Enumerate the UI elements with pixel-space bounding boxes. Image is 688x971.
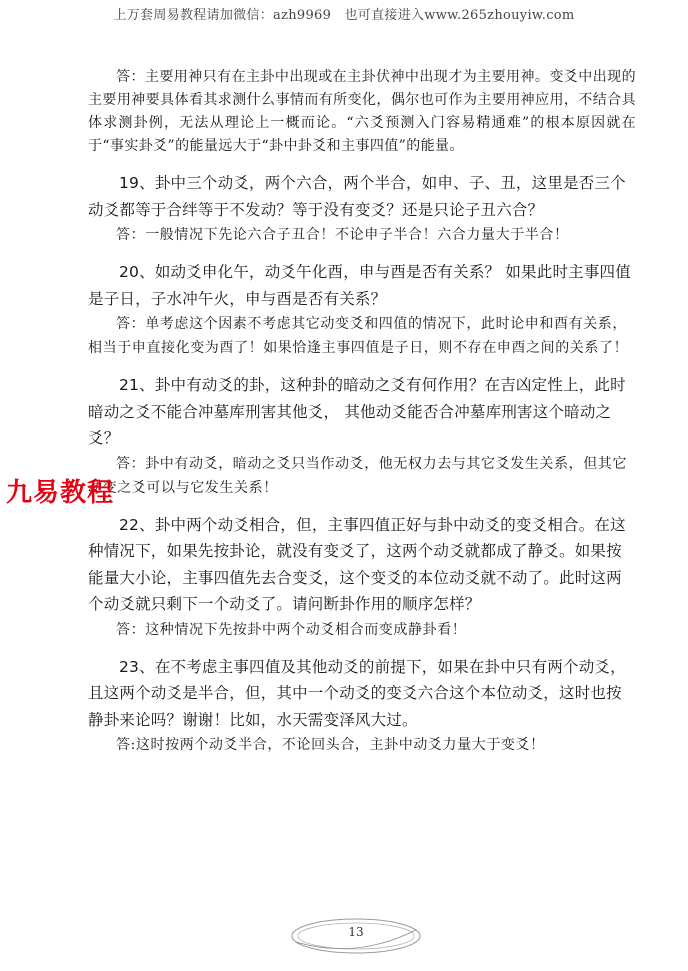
page-number: 13 xyxy=(348,925,364,939)
answer-21: 答：卦中有动爻，暗动之爻只当作动爻，他无权力去与其它爻发生关系，但其它动变之爻可以与它发生关系！ xyxy=(88,455,627,496)
document-body xyxy=(88,66,636,757)
answer-19: 答：一般情况下先论六合子丑合！不论申子半合！六合力量大于半合！ xyxy=(116,227,569,243)
question-21: 21、卦中有动爻的卦，这种卦的暗动之爻有何作用？在吉凶定性上，此时暗动之爻不能合冲墓库刑害其他爻， 其他动爻能否合冲墓库刑害这个暗动之爻？ xyxy=(88,376,626,447)
watermark-logo: 九易教程 xyxy=(6,478,115,508)
answer-22: 答：这种情况下先按卦中两个动爻相合而变成静卦看！ xyxy=(116,621,467,638)
question-19: 19、卦中三个动爻，两个六合，两个半合，如申、子、丑，这里是否三个动爻都等于合绊等于不发动？等于没有变爻？还是只论子丑六合？ xyxy=(88,174,626,219)
question-22: 22、卦中两个动爻相合，但，主事四值正好与卦中动爻的变爻相合。在这种情况下，如果先按卦论，就没有变爻了，这两个动爻就都成了静爻。如果按能量大小论，主事四值先去合变爻，这个变爻的本位动爻就不动了。此时这两个动爻就只剩下一个动爻了。请问断卦作用的顺序怎样？ xyxy=(88,515,626,613)
intro-answer: 答：主要用神只有在主卦中出现或在主卦伏神中出现才为主要用神。变爻中出现的主要用神要具体看其求测什么事情而有所变化，偶尔也可作为主要用神应用，不结合具体求测卦例，无法从理论上一概而论。“六爻预测入门容易精通难”的根本原因就在于“事实卦爻”的能量远大于“卦中卦爻和主事四值”的能量。 xyxy=(88,69,636,154)
question-20: 20、如动爻申化午，动爻午化酉，申与酉是否有关系？ 如果此时主事四值是子日，子水冲午火，申与酉是否有关系？ xyxy=(88,263,631,308)
answer-23: 答:这时按两个动爻半合，不论回头合，主卦中动爻力量大于变爻！ xyxy=(116,737,545,753)
page-header: 上万套周易教程请加微信：azh9969 也可直接进入www.265zhouyiw.com xyxy=(113,8,575,23)
question-23: 23、在不考虑主事四值及其他动爻的前提下，如果在卦中只有两个动爻，且这两个动爻是半合，但，其中一个动爻的变爻六合这个本位动爻，这时也按静卦来论吗？谢谢！比如，水天需变泽风大过。 xyxy=(88,657,626,729)
answer-20: 答：单考虑这个因素不考虑其它动变爻和四值的情况下，此时论申和酉有关系，相当于申直接化变为酉了！如果恰逢主事四值是子日，则不存在申酉之间的关系了！ xyxy=(88,316,629,356)
